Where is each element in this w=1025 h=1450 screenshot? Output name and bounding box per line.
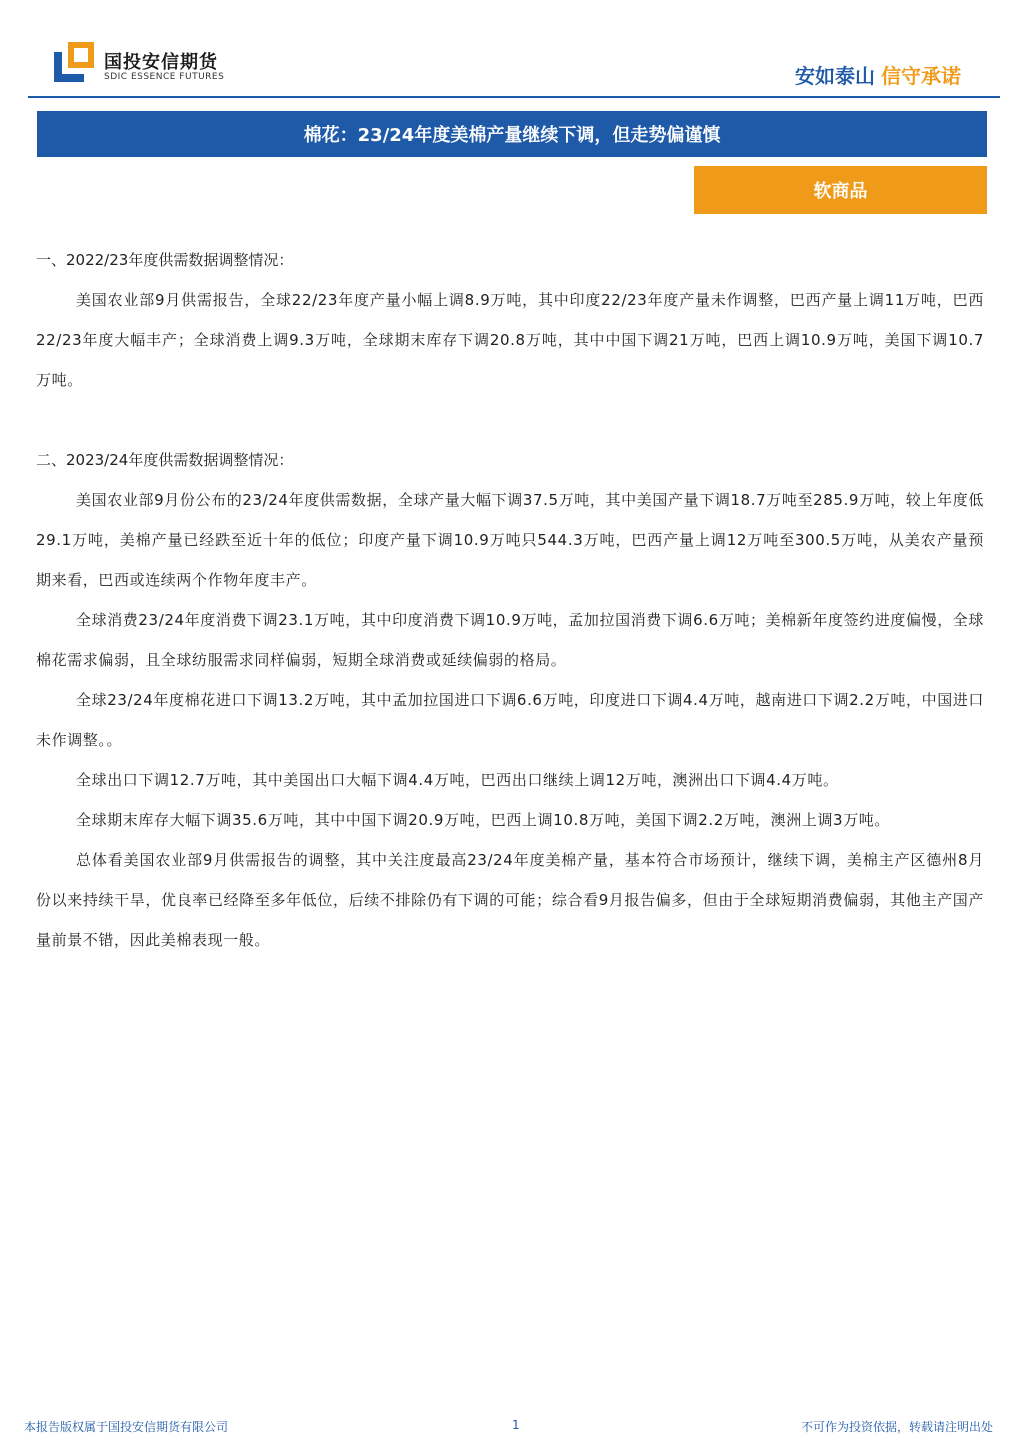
paragraph: 全球23/24年度棉花进口下调13.2万吨，其中孟加拉国进口下调6.6万吨，印度进口下调4.4万吨，越南进口下调2.2万吨，中国进口未作调整。。 bbox=[36, 691, 984, 749]
company-slogan bbox=[795, 60, 961, 89]
footer-disclaimer: 不可作为投资依据，转载请注明出处 bbox=[800, 1420, 993, 1434]
paragraph: 全球期末库存大幅下调35.6万吨，其中中国下调20.9万吨，巴西上调10.8万吨，美国下调2.2万吨，澳洲上调3万吨。 bbox=[76, 811, 890, 829]
paragraph: 美国农业部9月供需报告，全球22/23年度产量小幅上调8.9万吨，其中印度22/23年度产量未作调整，巴西产量上调11万吨，巴西22/23年度大幅丰产；全球消费上调9.3万吨，全球期末库存下调20.8万吨，其中中国下调21万吨，巴西上调10.9万吨，美国下调10.7万吨。 bbox=[36, 291, 984, 389]
page-footer bbox=[0, 1410, 1025, 1450]
section-spacer bbox=[36, 400, 984, 440]
footer-copyright: 本报告版权属于国投安信期货有限公司 bbox=[24, 1420, 229, 1434]
section-heading: 二、2023/24年度供需数据调整情况： bbox=[36, 451, 294, 469]
section-heading: 一、2022/23年度供需数据调整情况： bbox=[36, 251, 294, 269]
paragraph: 总体看美国农业部9月供需报告的调整，其中关注度最高23/24年度美棉产量，基本符合市场预计，继续下调，美棉主产区德州8月份以来持续干旱，优良率已经降至多年低位，后续不排除仍有下调的可能；综合看9月报告偏多，但由于全球短期消费偏弱，其他主产国产量前景不错，因此美棉表现一般。 bbox=[36, 851, 984, 949]
company-name-en: SDIC ESSENCE FUTURES bbox=[104, 72, 225, 82]
company-name-cn: 国投安信期货 bbox=[104, 52, 218, 73]
category-badge: 软商品 bbox=[694, 166, 987, 214]
page-header bbox=[0, 0, 1025, 100]
report-body bbox=[36, 240, 984, 960]
paragraph: 全球出口下调12.7万吨，其中美国出口大幅下调4.4万吨，巴西出口继续上调12万吨，澳洲出口下调4.4万吨。 bbox=[76, 771, 839, 789]
header-divider bbox=[28, 96, 1000, 98]
slogan-part1: 安如泰山 bbox=[795, 64, 875, 88]
paragraph: 美国农业部9月份公布的23/24年度供需数据，全球产量大幅下调37.5万吨，其中美国产量下调18.7万吨至285.9万吨，较上年度低29.1万吨，美棉产量已经跌至近十年的低位；印度产量下调10.9万吨只544.3万吨，巴西产量上调12万吨至300.5万吨，从美农产量预期来看，巴西或连续两个作物年度丰产。 bbox=[36, 491, 984, 589]
page-number: 1 bbox=[512, 1418, 520, 1432]
slogan-part2: 信守承诺 bbox=[881, 64, 961, 88]
paragraph: 全球消费23/24年度消费下调23.1万吨，其中印度消费下调10.9万吨，孟加拉国消费下调6.6万吨；美棉新年度签约进度偏慢，全球棉花需求偏弱，且全球纺服需求同样偏弱，短期全球消费或延续偏弱的格局。 bbox=[36, 611, 984, 669]
company-logo-icon bbox=[54, 42, 94, 82]
report-title: 棉花：23/24年度美棉产量继续下调，但走势偏谨慎 bbox=[37, 111, 987, 157]
